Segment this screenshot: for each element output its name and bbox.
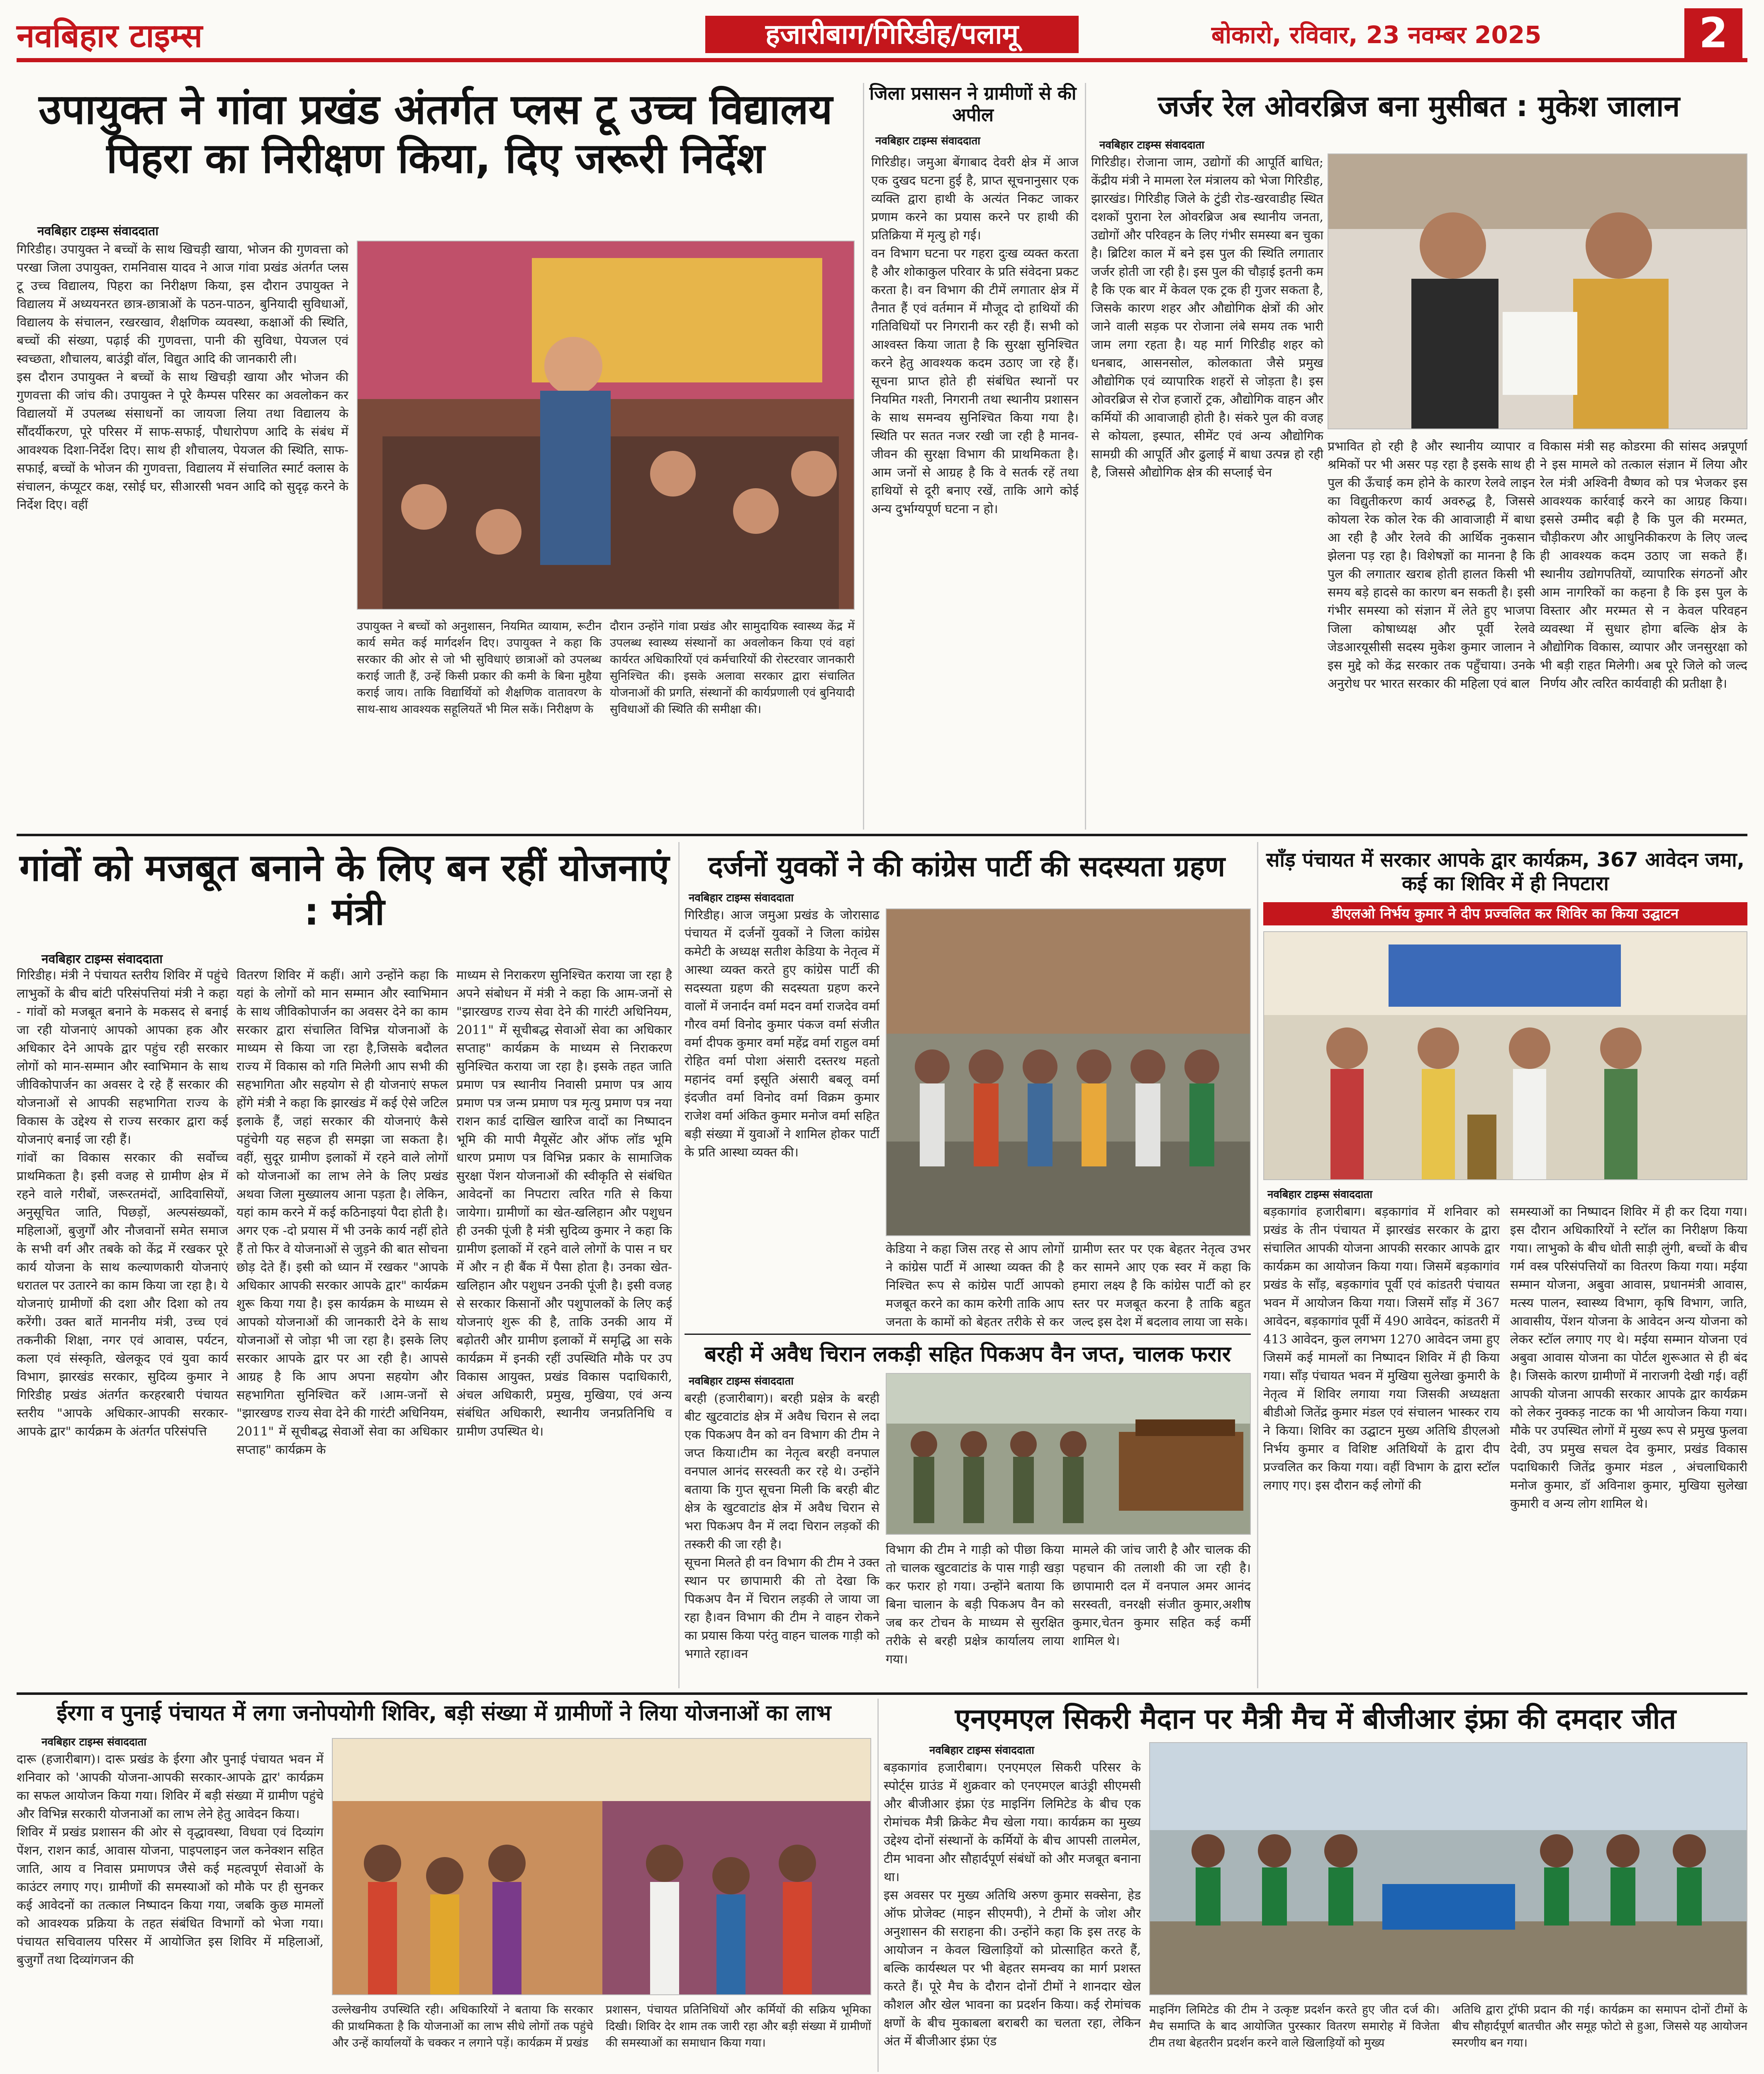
a8-photo [332,1738,871,1995]
a5-body-col-3: ग्रामीण स्तर पर एक बेहतर नेतृत्व उभर कर सामने आए एक स्वर में कहा कि हमारा लक्ष्य है कि कांग्रेस पार्टी को हर स्तर पर मजबूत करना है ताकि बहुत जल्द इस देश में बदलाव लाया जा सके। [1072,1242,1251,1329]
column-rule [678,842,680,1688]
a7-headline: बरही में अवैध चिरान लकड़ी सहित पिकअप वैन जप्त, चालक फरार [704,1342,1231,1367]
a8-caption-col-2: प्रशासन, पंचायत प्रतिनिधियों और कर्मियों की सक्रिय भूमिका दिखी। शिविर देर शाम तक जारी रहा और बड़ी संख्या में ग्रामीणों की समस्याओं का समाधान किया गया। [606,2003,871,2050]
a7-body [685,1390,880,1688]
a1-para-2: इस दौरान उपायुक्त ने बच्चों के साथ खिचड़ी खाया और भोजन की गुणवत्ता की जांच की। उपायुक्त ने पूरे कैम्पस परिसर का अवलोकन कर विद्यालयों में उपलब्ध संसाधनों का जायजा लिया तथा विद्यालय के सौंदर्यीकरण, पूरे परिसर में साफ-सफाई, पौधारोपण आदि के संबंध में आवश्यक दिशा-निर्देश दिए। साथ ही शौचालय, पेयजल की स्थिति, साफ-सफाई, बच्चों के भोजन की गुणवत्ता, विद्यालय में संचालित स्मार्ट क्लास के संचालन, कंप्यूटर कक्ष, रसोई घर, सीआरसी भवन आदि को सुदृढ़ करने के निर्देश दिए। वहीं [17,370,348,512]
a6-headline: साँड़ पंचायत में सरकार आपके द्वार कार्यक्रम, 367 आवेदन जमा, कई का शिविर में ही निपटारा [1266,848,1745,895]
a9-para-1: बड़कागांव हजारीबाग। एनएमएल सिकरी परिसर के स्पोर्ट्स ग्राउंड में शुक्रवार को एनएमएल बाउंड्री सीएमसी और बीजीआर इंफ्रा एंड माइनिंग लिमिटेड के बीच एक रोमांचक मैत्री क्रिकेट मैच खेला गया। कार्यक्रम का मुख्य उद्देश्य दोनों संस्थानों के कर्मियों के बीच आपसी तालमेल, टीम भावना और सौहार्दपूर्ण संबंधों को और मजबूत बनाना था। [884,1760,1141,1884]
a3-body-col-2: प्रभावित हो रही है और स्थानीय व्यापार व श्रमिकों पर भी असर पड़ रहा है इसके साथ ही पुल की ऊँचाई कम होने के कारण रेलवे लाइन का विद्युतीकरण कार्य अवरुद्ध है, जिससे कोयला रेक कोल रेक की आवाजाही में बाधा आ रही है और रेलवे की आर्थिक नुकसान झेलना पड़ रहा है। विशेषज्ञों का मानना है कि पुल की लगातार खराब होती हालत किसी भी समय बड़े हादसे का कारण बन सकती है। इसी गंभीर समस्या को संज्ञान में लेते हुए भाजपा जिला कोषाध्यक्ष और पूर्वी रेलवे जेडआरयूसीसी सदस्य मुकेश कुमार जालान ने इस मुद्दे को केंद्र सरकार तक पहुँचाया। उनके अनुरोध पर भारत सरकार की महिला एवं बाल [1328,439,1535,691]
a5-photo [886,908,1251,1236]
a5-body: गिरिडीह। आज जमुआ प्रखंड के जोरासाढ पंचायत में दर्जनों युवकों ने जिला कांग्रेस कमेटी के अध्यक्ष सतीश केडिया के नेतृत्व में आस्था व्यक्त करते हुए कांग्रेस पार्टी की सदस्यता ग्रहण की सदस्यता ग्रहण करने वालों में जनार्दन वर्मा मदन वर्मा राजदेव वर्मा गौरव वर्मा विनोद कुमार पंकज वर्मा संजीत वर्मा दीपक कुमार वर्मा महेंद्र वर्मा राहुल वर्मा रोहित वर्मा पोशा अंसारी दस्तरथ महतो महानंद वर्मा इसूति अंसारी बबलू वर्मा इंदजीत वर्मा विनोद वर्मा विक्रम कुमार राजेश वर्मा अंकित कुमार मनोज वर्मा सहित बड़ी संख्या में युवाओं ने शामिल होकर पार्टी के प्रति आस्था व्यक्त की। [685,908,880,1160]
a7-para-2: सूचना मिलते ही वन विभाग की टीम ने उक्त स्थान पर छापामारी की तो देखा कि पिकअप वैन में चिरान लड़की ले जाया जा रहा है।वन विभाग की टीम ने वाहन रोकने का प्रयास किया परंतु वाहन चालक गाड़ी को भगाते रहा।वन [685,1556,880,1661]
a7-body-col-2: विभाग की टीम ने गाड़ी को पीछा किया तो चालक खुटवाटांड के पास गाड़ी खड़ा कर फरार हो गया। उन्होंने बताया कि बिना चालान के बड़ी पिकअप वैन को जब कर टोचन के माध्यम से सुरक्षित तरीके से बरही प्रक्षेत्र कार्यालय लाया गया। [886,1543,1064,1667]
a6-body-col-1: बड़कागांव हजारीबाग। बड़कागांव में शनिवार को प्रखंड के तीन पंचायत में झारखंड सरकार के द्वारा संचालित आपकी योजना आपकी सरकार आपके द्वार कार्यक्रम का आयोजन किया गया। जिसमें बड़कागांव प्रखंड के साँड़, बड़कागांव पूर्वी एवं कांडतरी पंचायत भवन में आयोजन किया गया। जिसमें साँड़ में 367 आवेदन, बड़कागांव पूर्वी में 490 आवेदन, कांडतरी में 413 आवेदन, कुल लगभग 1270 आवेदन जमा हुए जिसमें कई मामलों का निष्पादन शिविर में ही किया गया। साँड़ पंचायत भवन में मुखिया सुलेखा कुमारी के नेतृत्व में शिविर लगाया गया जिसकी अध्यक्षता बीडीओ जितेंद्र कुमार मंडल एवं संचालन भास्कर राय ने किया। शिविर का उद्घाटन मुख्य अतिथि डीएलओ निर्भय कुमार व विशिष्ट अतिथियों के द्वारा दीप प्रज्वलित कर किया गया। वहीं विभाग के द्वारा स्टॉल लगाए गए। इस दौरान कई लोगों की [1263,1205,1500,1493]
column-rule [877,1699,879,2072]
a5-headline: दर्जनों युवकों ने की कांग्रेस पार्टी की सदस्यता ग्रहण [708,850,1226,883]
a3-headline: जर्जर रेल ओवरब्रिज बना मुसीबत : मुकेश जालान [1157,89,1680,123]
a4-para-1: गिरिडीह। मंत्री ने पंचायत स्तरीय शिविर में पहुंचे लाभुकों के बीच बांटी परिसंपत्तियां मंत्री ने कहा - गांवों को मजबूत बनाने के मकसद से बनाई जा रही योजनाएं आपको आपका हक और अधिकार देने आपके द्वार पहुंच रही सरकार लोगों को मान-सम्मान और स्वाभिमान के साथ जीविकोपार्जन का अवसर दे रहे हैं सरकार की योजनाओं से आपकी सहभागिता राज्य के विकास के उद्देश्य से राज्य सरकार द्वारा कई योजनाएं बनाई जा रही हैं। [17,968,228,1147]
a7-body-col-3: मामले की जांच जारी है और चालक की पहचान की तलाशी की जा रही है। छापामारी दल में वनपाल अमर आनंद सरस्वती, वनरक्षी संजीत कुमार,अशीष कुमार,चेतन कुमार सहित कई कर्मी शामिल थे। [1072,1543,1251,1648]
a1-body [17,241,348,830]
a6-byline: नवबिहार टाइम्स संवाददाता [1267,1188,1373,1201]
a9-caption-col-2: अतिथि द्वारा ट्रॉफी प्रदान की गई। कार्यक्रम का समापन दोनों टीमों के बीच सौहार्दपूर्ण बातचीत और समूह फोटो से हुआ, जिससे यह आयोजन स्मरणीय बन गया। [1452,2003,1747,2050]
a9-headline: एनएमएल सिकरी मैदान पर मैत्री मैच में बीजीआर इंफ्रा की दमदार जीत [955,1703,1676,1736]
a8-body [17,1750,324,2074]
a2-para-2: वन विभाग घटना पर गहरा दुःख व्यक्त करता है और शोकाकुल परिवार के प्रति संवेदना प्रकट करता है। वन विभाग की टीमें लगातार क्षेत्र में तैनात हैं एवं वर्तमान में मौजूद दो हाथियों की गतिविधियों पर निगरानी कर रही हैं। सभी को आश्वस्त किया जाता है कि सुरक्षा सुनिश्चित करने हेतु आवश्यक कदम उठाए जा रहे हैं। सूचना प्राप्त होते ही संबंधित स्थानों पर नियमित गश्ती, निगरानी तथा स्थानीय प्रशासन के साथ समन्वय सुनिश्चित किया गया है। स्थिति पर सतत नजर रखी जा रही है मानव-जीवन की सुरक्षा विभाग की प्राथमिकता है। आम जनों से आग्रह है कि वे सतर्क रहें तथा हाथियों से दूरी बनाए रखें, ताकि आगे कोई अन्य दुर्भाग्यपूर्ण घटना न हो। [871,246,1079,516]
section-divider [685,1334,1251,1335]
a5-body-col-2: केडिया ने कहा जिस तरह से आप लोगों ने कांग्रेस पार्टी में आस्था व्यक्त की है निश्चित रूप से कांग्रेस पार्टी आपको मजबूत करने का काम करेगी ताकि आप जनता के कामों को बेहतर तरीके से कर [886,1242,1064,1329]
a9-body [884,1759,1141,2074]
a3-body-col-3: विकास मंत्री सह कोडरमा की सांसद अन्नपूर्णा ने इस मामले को तत्काल संज्ञान में लिया और रेल मंत्री अश्विनी वैष्णव को पत्र भेजकर इस आवश्यक कार्रवाई करने का आग्रह किया। इससे उम्मीद बढ़ी है कि पुल की मरम्मत, चौड़ीकरण और आधुनिकीकरण के लिए जल्द ही आवश्यक कदम उठाए जा सकते हैं। स्थानीय उद्योगपतियों, व्यापारिक संगठनों और आम नागरिकों का कहना है कि इस पुल के विस्तार और मरम्मत से न केवल परिवहन व्यवस्था में सुधार होगा बल्कि क्षेत्र के औद्योगिक विकास, व्यापार और जनसुरक्षा को भी बड़ी राहत मिलेगी। अब पूरे जिले को जल्द निर्णय और त्वरित कार्यवाही की प्रतीक्षा है। [1540,439,1747,691]
a1-caption-col-2: दौरान उन्होंने गांवा प्रखंड और सामुदायिक स्वास्थ्य केंद्र में उपलब्ध स्वास्थ्य संस्थानों का अवलोकन किया एवं वहां कार्यरत अधिकारियों एवं कर्मचारियों की रोस्टरवार जानकारी सुनिश्चित की। इसके अलावा सरकार द्वारा संचालित योजनाओं की प्रगति, संस्थानों की कार्यप्रणाली एवं बुनियादी सुविधाओं की स्थिति की समीक्षा की। [610,619,855,716]
edition-region: हजारीबाग/गिरिडीह/पलामू [705,16,1079,53]
a4-byline: नवबिहार टाइम्स संवाददाता [41,952,163,966]
column-rule [863,83,864,830]
a2-byline: नवबिहार टाइम्स संवाददाता [875,135,981,147]
a1-photo [357,241,855,610]
a4-headline: गांवों को मजबूत बनाने के लिए बन रहीं योजनाएं : मंत्री [19,846,670,934]
a8-caption-col-1: उल्लेखनीय उपस्थिति रही। अधिकारियों ने बताया कि सरकार की प्राथमिकता है कि योजनाओं का लाभ सीधे लोगों तक पहुंचे और उन्हें कार्यालयों के चक्कर न लगाने पड़ें। कार्यक्रम में प्रखंड [332,2003,593,2050]
a1-caption-col-1: उपायुक्त ने बच्चों को अनुशासन, नियमित व्यायाम, रूटीन कार्य समेत कई मार्गदर्शन दिए। उपायुक्त ने कहा कि सरकार की ओर से जो भी सुविधाएं छात्राओं को उपलब्ध कराई जाती हैं, उन्हें किसी प्रकार की कमी के बिना मुहैया कराई जाय। ताकि विद्यार्थियों को शैक्षणिक वातावरण के साथ-साथ आवश्यक सहूलियतें भी मिल सकें। निरीक्षण के [357,619,602,716]
a3-body-col-1: गिरिडीह। रोजाना जाम, उद्योगों की आपूर्ति बाधित; केंद्रीय मंत्री ने मामला रेल मंत्रालय को भेजा गिरिडीह, झारखंड। गिरिडीह जिले के टुंडी रोड-खरवाडीह स्थित दशकों पुराना रेल ओवरब्रिज अब स्थानीय जनता, उद्योगों और परिवहन के लिए गंभीर समस्या बन चुका है। ब्रिटिश काल में बने इस पुल की स्थिति लगातार जर्जर होती जा रही है। इस पुल की चौड़ाई इतनी कम है कि एक बार में केवल एक ट्रक ही गुजर सकता है, जिसके कारण शहर और औद्योगिक क्षेत्रों की ओर जाने वाली सड़क पर रोजाना लंबे समय तक भारी जाम लगा रहता है। यह मार्ग गिरिडीह शहर को धनबाद, आसनसोल, कोलकाता जैसे प्रमुख औद्योगिक एवं व्यापारिक शहरों से जोड़ता है। इस ओवरब्रिज से रोज हजारों ट्रक, औद्योगिक वाहन और कर्मियों की आवाजाही होती है। संकरे पुल की वजह से कोयला, इस्पात, सीमेंट एवं अन्य औद्योगिक सामग्री की आपूर्ति और ढुलाई में बाधा उत्पन्न हो रही है, जिससे औद्योगिक क्षेत्र की सप्लाई चेन [1091,155,1323,480]
a1-byline: नवबिहार टाइम्स संवाददाता [37,224,158,239]
edition-date: बोकारो, रविवार, 23 नवम्बर 2025 [1211,21,1542,49]
a7-byline: नवबिहार टाइम्स संवाददाता [689,1375,794,1388]
a1-para-1: गिरिडीह। उपायुक्त ने बच्चों के साथ खिचड़ी खाया, भोजन की गुणवत्ता को परखा जिला उपायुक्त, रामनिवास यादव ने आज गांवा प्रखंड अंतर्गत प्लस टू उच्च विद्यालय, पिहरा का निरीक्षण किया, इस दौरान उपायुक्त ने विद्यालय में अध्ययनरत छात्र-छात्राओं के पठन-पाठन, बुनियादी सुविधाओं, विद्यालय के संचालन, रखरखाव, शैक्षणिक व्यवस्था, कक्षाओं की स्थिति, बच्चों की संख्या, पढ़ाई की गुणवत्ता, पानी की सुविधा, पेयजल एवं स्वच्छता, शौचालय, बाउंड्री वॉल, विद्युत आदि की जानकारी ली। [17,242,348,366]
a9-caption-col-1: माइनिंग लिमिटेड की टीम ने उत्कृष्ट प्रदर्शन करते हुए जीत दर्ज की। मैच समाप्ति के बाद आयोजित पुरस्कार वितरण समारोह में विजेता टीम तथा बेहतरीन प्रदर्शन करने वाले खिलाड़ियों को मुख्य [1149,2003,1440,2050]
a8-byline: नवबिहार टाइम्स संवाददाता [41,1736,147,1748]
section-divider [17,834,1747,836]
a9-para-2: इस अवसर पर मुख्य अतिथि अरुण कुमार सक्सेना, हेड ऑफ प्रोजेक्ट (माइन सीएमपी), ने टीमों के जोश और अनुशासन की सराहना की। उन्होंने कहा कि इस तरह के आयोजन न केवल खिलाड़ियों को प्रोत्साहित करते हैं, बल्कि कार्यस्थल पर भी बेहतर समन्वय का मार्ग प्रशस्त करते हैं। पूरे मैच के दौरान दोनों टीमों ने शानदार खेल कौशल और खेल भावना का प्रदर्शन किया। कई रोमांचक क्षणों के बीच मुकाबला बराबरी का चलता रहा, लेकिन अंत में बीजीआर इंफ्रा एंड [884,1888,1141,2049]
a6-subheadline: डीएलओ निर्भय कुमार ने दीप प्रज्वलित कर शिविर का किया उद्घाटन [1263,902,1747,925]
a7-para-1: बरही (हजारीबाग)। बरही प्रक्षेत्र के बरही बीट खुटवाटांड क्षेत्र में अवैध चिरान से लदा एक पिकअप वैन को वन विभाग की टीम ने जप्त किया।टीम का नेतृत्व बरही वनपाल वनपाल आनंद सरस्वती कर रहे थे। उन्होंने बताया कि गुप्त सूचना मिली कि बरही बीट क्षेत्र के खुटवाटांड क्षेत्र में अवैध चिरान से भरा पिकअप वैन में लदा चिरान लड़कों की तस्करी की जा रही है। [685,1391,880,1552]
a2-para-1: गिरिडीह। जमुआ बेंगाबाद देवरी क्षेत्र में आज एक दुखद घटना हुई है, प्राप्त सूचनानुसार एक व्यक्ति द्वारा हाथी के अत्यंत निकट जाकर प्रणाम करने का प्रयास करने पर हाथी की प्रतिक्रिया में मृत्यु हो गई। [871,155,1079,243]
a4-body-col-1 [17,966,228,1684]
a2-body [871,153,1079,830]
a9-byline: नवबिहार टाइम्स संवाददाता [929,1744,1035,1757]
newspaper-name: नवबिहार टाइम्स [17,17,202,55]
a7-photo [886,1373,1251,1535]
a9-photo [1149,1742,1747,1995]
column-rule [1085,83,1086,830]
a3-photo [1328,153,1747,429]
a3-byline: नवबिहार टाइम्स संवाददाता [1099,139,1205,151]
section-divider [17,1692,1747,1695]
a1-headline: उपायुक्त ने गांवा प्रखंड अंतर्गत प्लस टू उच्च विद्यालय पिहरा का निरीक्षण किया, दिए जरूरी निर्देश [39,85,833,183]
masthead [17,8,1747,62]
a8-para-1: दारू (हजारीबाग)। दारू प्रखंड के ईरगा और पुनाई पंचायत भवन में शनिवार को 'आपकी योजना-आपकी सरकार-आपके द्वार' कार्यक्रम का सफल आयोजन किया गया। शिविर में बड़ी संख्या में ग्रामीण पहुंचे और विभिन्न सरकारी योजनाओं का लाभ लेने हेतु आवेदन किया। [17,1752,324,1821]
a5-byline: नवबिहार टाइम्स संवाददाता [689,892,794,904]
a2-headline: जिला प्रसासन ने ग्रामीणों से की अपील [869,83,1077,126]
a4-para-2: गांवों का विकास सरकार की सर्वोच्च प्राथमिकता है। इसी वजह से ग्रामीण क्षेत्र में रहने वाले गरीबों, जरूरतमंदों, आदिवासियों, अनुसूचित जाति, पिछड़ों, अल्पसंख्यकों, महिलाओं, बुजुर्गों और नौजवानों समेत समाज के सभी वर्ग और तबके को केंद्र में रखकर पूरे कार्य योजना के साथ कल्याणकारी योजनाएं धरातल पर उतारने का काम किया जा रहा है। ये योजनाएं ग्रामीणों की दशा और दिशा को तय करेंगी। उक्त बातें माननीय मंत्री, उच्च एवं तकनीकी शिक्षा, नगर एवं आवास, पर्यटन, कला एवं संस्कृति, खेलकूद एवं युवा कार्य विभाग, झारखंड सरकार, सुदिव्य कुमार ने गिरिडीह प्रखंड अंतर्गत करहरबारी पंचायत स्तरीय "आपके अधिकार-आपकी सरकार-आपके द्वार" कार्यक्रम के अंतर्गत परिसंपत्ति [17,1151,228,1439]
column-rule [1257,842,1258,1688]
a4-body-col-2: वितरण शिविर में कहीं। आगे उन्होंने कहा कि यहां के लोगों को मान सम्मान और स्वाभिमान के साथ जीविकोपार्जन का अवसर देने का काम सरकार द्वारा संचालित विभिन्न योजनाओं के माध्यम से किया जा रहा है,जिसके बदौलत राज्य में विकास को गति मिलेगी आप सभी की सहभागिता और सहयोग से ही योजनाएं सफल होंगे मंत्री ने कहा कि झारखंड में कई ऐसे जटिल इलाके हैं, जहां सरकार की योजनाएं कैसे पहुंचेगी यह सहज ही समझा जा सकता है। वहीं, सुदूर ग्रामीण इलाकों में रहने वाले लोगों को योजनाओं का लाभ लेने के लिए प्रखंड अथवा जिला मुख्यालय आना पड़ता है। लेकिन, यहां काम करने में कई कठिनाइयां पैदा होती है। अगर एक -दो प्रयास में भी उनके कार्य नहीं होते हैं तो फिर वे योजनाओं से जुड़ने की बात सोचना छोड़ देते हैं। इसी को ध्यान में रखकर "आपके अधिकार आपकी सरकार आपके द्वार" कार्यक्रम शुरू किया गया है। इस कार्यक्रम के माध्यम से आपको योजनाओं की जानकारी देने के साथ योजनाओं से जोड़ा भी जा रहा है। इसके लिए सरकार आपके द्वार पर आ रही है। आपसे आग्रह है कि आप अपना सहयोग और सहभागिता सुनिश्चित करें ।आम-जनों से "झारखण्ड राज्य सेवा देने की गारंटी अधिनियम, 2011" में सूचीबद्ध सेवाओं सेवा का अधिकार सप्ताह" कार्यक्रम के [236,968,448,1457]
a6-body-col-2: समस्याओं का निष्पादन शिविर में ही कर दिया गया। इस दौरान अधिकारियों ने स्टॉल का निरीक्षण किया गया। लाभुको के बीच धोती साड़ी लुंगी, बच्चों के बीच गर्म वस्त्र परिसंपत्तियों का वितरण किया गया। मईया सम्मान योजना, अबुवा आवास, प्रधानमंत्री आवास, मत्स्य पालन, स्वास्थ्य विभाग, कृषि विभाग, जाति, आवासीय, पेंशन योजना के आवेदन अन्य योजना को लेकर स्टॉल लगाए गए थे। मईया सम्मान योजना एवं अबुवा आवास योजना का पोर्टल शुरूआत से ही बंद है। जिसके कारण ग्रामीणों में नाराजगी देखी गई। वहीं आपकी योजना आपकी सरकार आपके द्वार कार्यक्रम को लेकर नुक्कड़ नाटक का भी आयोजन किया गया। मौके पर उपस्थित लोगों में मुख्य रूप से प्रमुख फुलवा देवी, उप प्रमुख सचल देव कुमार, प्रखंड विकास पदाधिकारी जितेंद्र कुमार मंडल , अंचलाधिकारी मनोज कुमार, डॉ अविनाश कुमार, मुखिया सुलेखा कुमारी व अन्य लोग शामिल थे। [1510,1205,1747,1511]
a8-para-2: शिविर में प्रखंड प्रशासन की ओर से वृद्धावस्था, विधवा एवं दिव्यांग पेंशन, राशन कार्ड, आवास योजना, पाइपलाइन जल कनेक्शन सहित जाति, आय व निवास प्रमाणपत्र जैसे कई महत्वपूर्ण सेवाओं के काउंटर लगाए गए। ग्रामीणों की समस्याओं को मौके पर ही सुनकर कई आवेदनों का तत्काल निष्पादन किया गया, जबकि कुछ मामलों को आवश्यक प्रक्रिया के तहत संबंधित विभागों को भेजा गया। पंचायत सचिवालय परिसर में आयोजित इस शिविर में महिलाओं, बुजुर्गों तथा दिव्यांगजन की [17,1825,324,1967]
a8-headline: ईरगा व पुनाई पंचायत में लगा जनोपयोगी शिविर, बड़ी संख्या में ग्रामीणों ने लिया योजनाओं का लाभ [56,1701,831,1726]
a6-photo [1263,931,1747,1180]
page-number: 2 [1684,8,1742,58]
a4-body-col-3: माध्यम से निराकरण सुनिश्चित कराया जा रहा है अपने संबोधन में मंत्री ने कहा कि आम-जनों से "झारखण्ड राज्य सेवा देने की गारंटी अधिनियम, 2011" में सूचीबद्ध सेवाओं सेवा का अधिकार सप्ताह" कार्यक्रम के माध्यम से निराकरण सुनिश्चित कराया जा रहा है। इसके तहत जाति प्रमाण पत्र स्थानीय निवासी प्रमाण पत्र आय प्रमाण पत्र जन्म प्रमाण पत्र मृत्यु प्रमाण पत्र नया राशन कार्ड दाखिल खारिज वादों का निष्पादन भूमि की मापी मैयूसेंट और ऑफ लॉड भूमि धारण प्रमाण पत्र विभिन्न प्रकार के सामाजिक सुरक्षा पेंशन योजनाओं की स्वीकृति से संबंधित आवेदनों का निपटारा त्वरित गति से किया जायेगा। ग्रामीणों का खेत-खलिहान और पशुधन ही उनकी पूंजी है मंत्री सुदिव्य कुमार ने कहा कि ग्रामीण इलाकों में रहने वाले लोगों के पास न घर में और न ही बैंक में पैसा होता है। उनका खेत- खलिहान और पशुधन उनकी पूंजी है। इसी वजह से सरकार किसानों और पशुपालकों के लिए कई योजनाएं शुरू की है, ताकि उनकी आय में बढ़ोतरी और ग्रामीण इलाकों में समृद्धि आ सके कार्यक्रम में इनकी रहीं उपस्थिति मौके पर उप विकास आयुक्त, प्रखंड विकास पदाधिकारी, अंचल अधिकारी, प्रमुख, मुखिया, एवं अन्य संबंधित अधिकारी, स्थानीय जनप्रतिनिधि व ग्रामीण उपस्थित थे। [456,968,672,1439]
